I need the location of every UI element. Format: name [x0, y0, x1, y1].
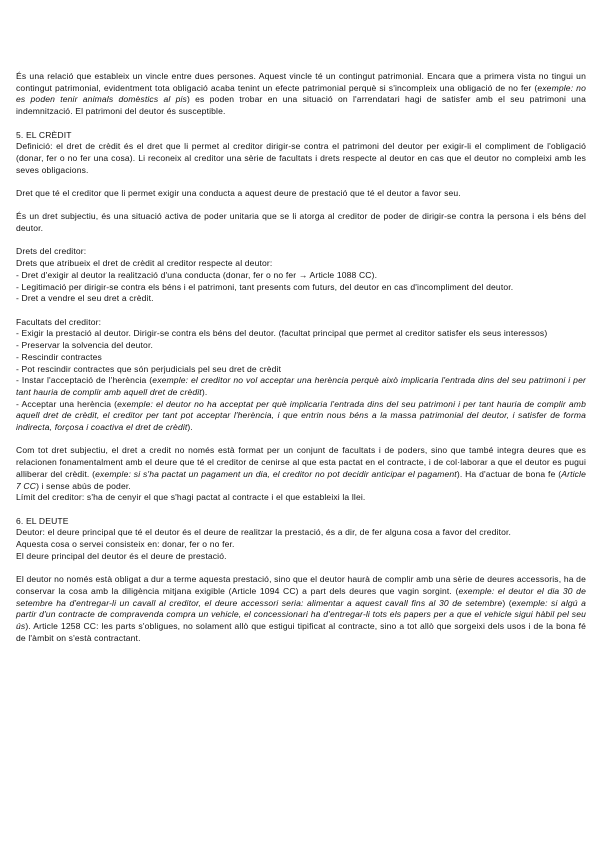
list-item: - Exigir la prestació al deutor. Dirigir-se contra els béns del deutor. (facultat principal que permet al creditor satisfer els seus interessos)	[16, 328, 548, 339]
drets-intro: Drets que atribueix el dret de crèdit al creditor respecte al deutor:	[16, 258, 273, 269]
list-item: - Dret d'exigir al deutor la realització d'una conducta (donar, fer o no fer → Article 1088 CC).	[16, 269, 378, 280]
list-item: - Preservar la solvencia del deutor.	[16, 340, 153, 351]
section-heading-deute: 6. EL DEUTE	[16, 515, 69, 526]
credit-limit: Límit del creditor: s'ha de cenyir el que s'hagi pactat al contracte i el que estableixi la llei.	[16, 492, 366, 503]
drets-title: Drets del creditor:	[16, 246, 87, 257]
credit-definition: Definició: el dret de crèdit és el dret que li permet al creditor dirigir-se contra el patrimoni del deutor per exigir-li el compliment de l'obligació (donar, fer o no fer una cosa). Li reconeix al creditor una sèrie de facultats i drets respecte al deutor en cas que el deutor no compleixi amb les seves obligacions.	[16, 141, 586, 175]
credit-paragraph: Dret que té el creditor que li permet exigir una conducta a aquest deure de prestació que té el deutor a favor seu.	[16, 188, 461, 198]
section-heading-credit: 5. EL CRÈDIT	[16, 129, 72, 140]
list-item: - Legitimació per dirigir-se contra els béns i el patrimoni, tant presents com futurs, del deutor en cas d'incompliment del deutor.	[16, 281, 514, 292]
credit-duties-paragraph: Com tot dret subjectiu, el dret a credit no només està format per un conjunt de facultats i de poders, sino que també integra deures que es relacionen fonamentalment amb el deure que té el creditor de cenirse al que esta pactat en el contracte, i de col·laborar a que el deutor es pugui alliberar del crèdit. (exemple: si s'ha pactat un pagament un dia, el creditor no pot decidir anticipar el pagament). Ha d'actuar de bona fe (Article 7 CC) i sense abús de poder.	[16, 445, 587, 491]
list-item: - Instar l'acceptació de l'herència (exemple: el creditor no vol acceptar una herència perquè això implicaria l'entrada dins del seu patrimoni i per tant hauria de complir amb aquell dret de crèdit).	[16, 375, 586, 397]
list-item: - Acceptar una herència (exemple: el deutor no ha acceptat per què implicaria l'entrada dins del seu patrimoni i per tant hauria de complir amb aquell dret de crèdit, el creditor per tant pot acceptar l'herència, i que entrin nous béns a la massa patrimonial del deutor, i satisfer de forma indirecta, forçosa i coactiva el dret de crèdit).	[16, 398, 586, 433]
list-item: - Rescindir contractes	[16, 351, 102, 362]
deute-line: Aquesta cosa o servei consisteix en: donar, fer o no fer.	[16, 539, 235, 550]
document-page	[16, 71, 586, 644]
deute-paragraph: El deutor no només està obligat a dur a terme aquesta prestació, sino que el deutor haurà de complir amb una sèrie de deures accessoris, ha de conservar la cosa amb la diligència mitjana exigible (Article 1094 CC) a part dels deures que vagin sorgint. (exemple: el deutor el dia 30 de setembre ha d'entregar-li un cavall al creditor, el deure accessori seria: alimentar a aquest cavall fins al 30 de setembre) (exemple: si algú a partir d'un contracte de compravenda compra un vehicle, el concessionari ha d'entregar-li tots els papers per a que el vehicle sigui hàbil pel seu ús). Article 1258 CC: les parts s'obligues, no solament allò que estigui tipificat al contracte, sino a tot allò que sorgeixi dels usos i de la bona fé de l'àmbit on s'està contractant.	[16, 574, 587, 643]
credit-paragraph: És un dret subjectiu, és una situació activa de poder unitaria que se li atorga al creditor de poder de dirigir-se contra la persona i els béns del deutor.	[16, 211, 586, 234]
facultats-title: Facultats del creditor:	[16, 316, 102, 327]
intro-paragraph: És una relació que estableix un vincle entre dues persones. Aquest vincle té un contingut patrimonial. Encara que a primera vista no tingui un contingut patrimonial, evidentment tota obligació acaba tenint un efecte patrimonial perquè si s'incompleix una obligació de no fer (exemple: no es poden tenir animals domèstics al pis) es poden trobar en una situació on l'arrendatari hagi de satisfer amb el seu patrimoni una indemnització. El patrimoni del deutor és susceptible.	[16, 71, 586, 117]
deute-line: Deutor: el deure principal que té el deutor és el deure de realitzar la prestació, és a dir, de fer alguna cosa a favor del creditor.	[16, 527, 512, 538]
list-item: - Pot rescindir contractes que són perjudicials pel seu dret de crèdit	[16, 363, 282, 374]
list-item: - Dret a vendre el seu dret a crèdit.	[16, 293, 154, 304]
deute-line: El deure principal del deutor és el deure de prestació.	[16, 550, 227, 561]
